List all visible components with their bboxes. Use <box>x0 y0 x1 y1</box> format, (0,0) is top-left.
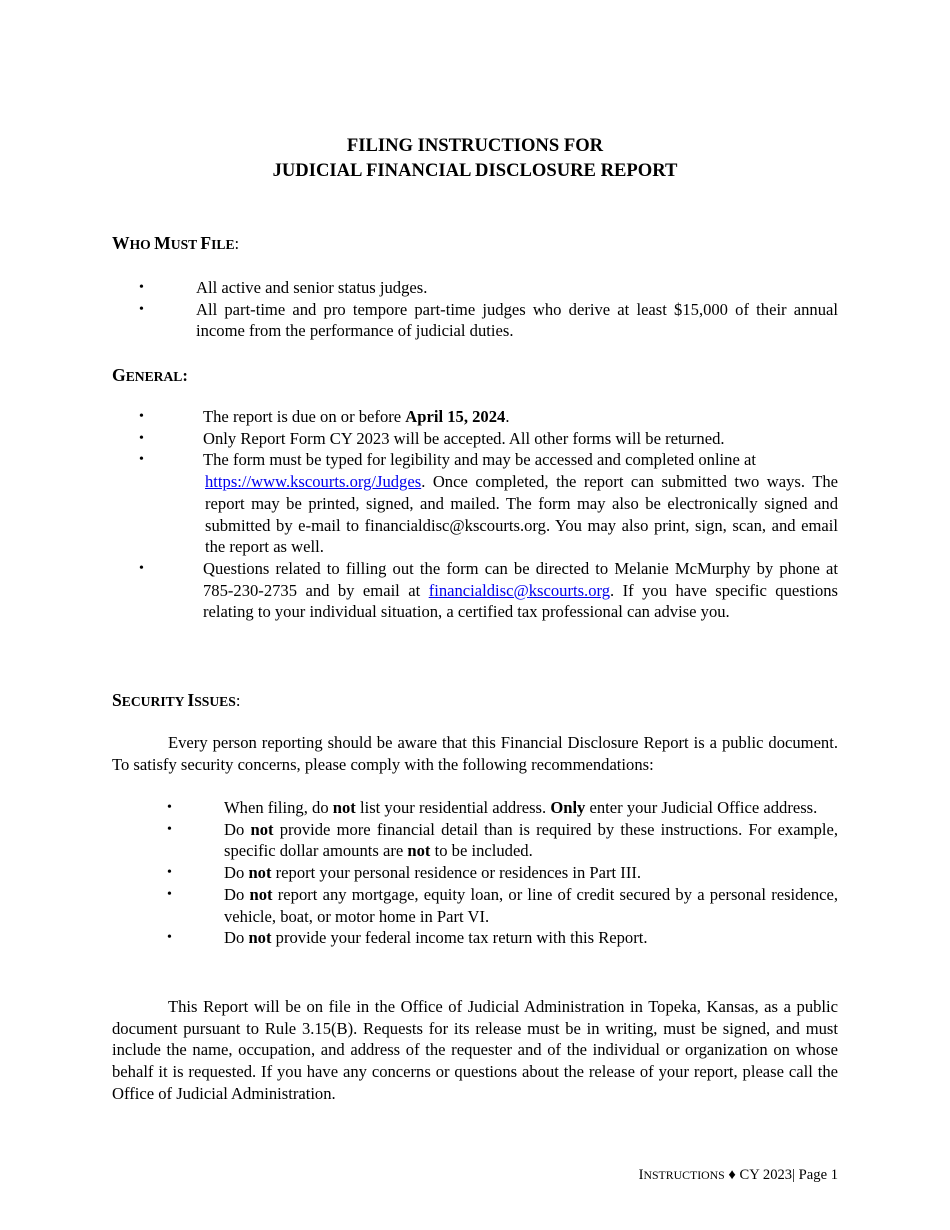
bullet-icon: • <box>139 409 144 424</box>
page-footer: INSTRUCTIONS ♦ CY 2023| Page 1 <box>638 1167 838 1183</box>
title-line-1: FILING INSTRUCTIONS FOR <box>346 135 604 156</box>
bullet-icon: • <box>167 930 172 946</box>
bullet-icon: • <box>167 886 172 902</box>
list-item: • Do not provide more financial detail than is required by these instructions. For example, specific dollar amounts are not to be included. <box>167 819 838 861</box>
general-list <box>112 406 838 623</box>
judges-link[interactable]: https://www.kscourts.org/Judges <box>205 472 422 492</box>
who-must-file-list <box>112 277 838 342</box>
security-closing: This Report will be on file in the Office of Judicial Administration in Topeka, Kansas, as a public document pursuant to Rule 3.15(B). Requests for its release must be in writing, must be signed, and must include the name, occupation, and address of the requester and of the individual or organization on whose behalf it is requested. If you have any concerns or questions about the release of your report, please call the Office of Judicial Administration. <box>112 997 838 1103</box>
list-item: • Do not provide your federal income tax return with this Report. <box>167 928 648 948</box>
list-item: • Only Report Form CY 2023 will be accepted. All other forms will be returned. <box>139 428 725 448</box>
list-item: • All active and senior status judges. <box>139 278 428 297</box>
list-item: • When filing, do not list your residential address. Only enter your Judicial Office address. <box>167 798 818 817</box>
bullet-icon: • <box>139 452 144 468</box>
diamond-icon: ♦ <box>728 1167 736 1183</box>
security-issues-heading: SECURITY ISSUES: <box>112 690 241 710</box>
list-item: • All part-time and pro tempore part-time judges who derive at least $15,000 of their annual income from the performance of judicial duties. <box>139 299 838 341</box>
bullet-icon: • <box>167 800 172 815</box>
bullet-icon: • <box>139 301 144 317</box>
page-title <box>112 133 838 183</box>
list-item: • Questions related to filling out the form can be directed to Melanie McMurphy by phone at 785-230-2735 and by email at financialdisc@kscourts.org. If you have specific questions relating to your individual situation, a certified tax professional can advise you. <box>139 558 838 622</box>
list-item: • Do not report any mortgage, equity loan, or line of credit secured by a personal residence, vehicle, boat, or motor home in Part VI. <box>167 884 839 926</box>
bullet-icon: • <box>139 430 144 446</box>
list-item: • The form must be typed for legibility and may be accessed and completed online at https://www.kscourts.org/Judges. Once completed, the report can submitted two ways. The report may be printed, signed, and mailed. The form may also be electronically signed and submitted by e-mail to financialdisc@kscourts.org. You may also print, sign, scan, and email the report as well. <box>139 450 838 557</box>
security-list <box>112 797 838 949</box>
bullet-icon: • <box>139 560 144 576</box>
who-must-file-heading: WHO MUST FILE: <box>112 233 240 253</box>
bullet-icon: • <box>167 865 172 881</box>
general-heading: GENERAL: <box>112 365 188 385</box>
list-item: • The report is due on or before April 15, 2024. <box>139 407 510 426</box>
security-intro: Every person reporting should be aware that this Financial Disclosure Report is a public document. To satisfy security concerns, please comply with the following recommendations: <box>112 733 838 774</box>
due-date: April 15, 2024 <box>405 407 506 426</box>
bullet-icon: • <box>167 821 172 837</box>
bullet-icon: • <box>139 280 144 295</box>
list-item: • Do not report your personal residence or residences in Part III. <box>167 863 642 883</box>
email-link[interactable]: financialdisc@kscourts.org <box>428 580 611 600</box>
page-number: Page 1 <box>798 1167 838 1183</box>
title-line-2: JUDICIAL FINANCIAL DISCLOSURE REPORT <box>272 160 678 181</box>
